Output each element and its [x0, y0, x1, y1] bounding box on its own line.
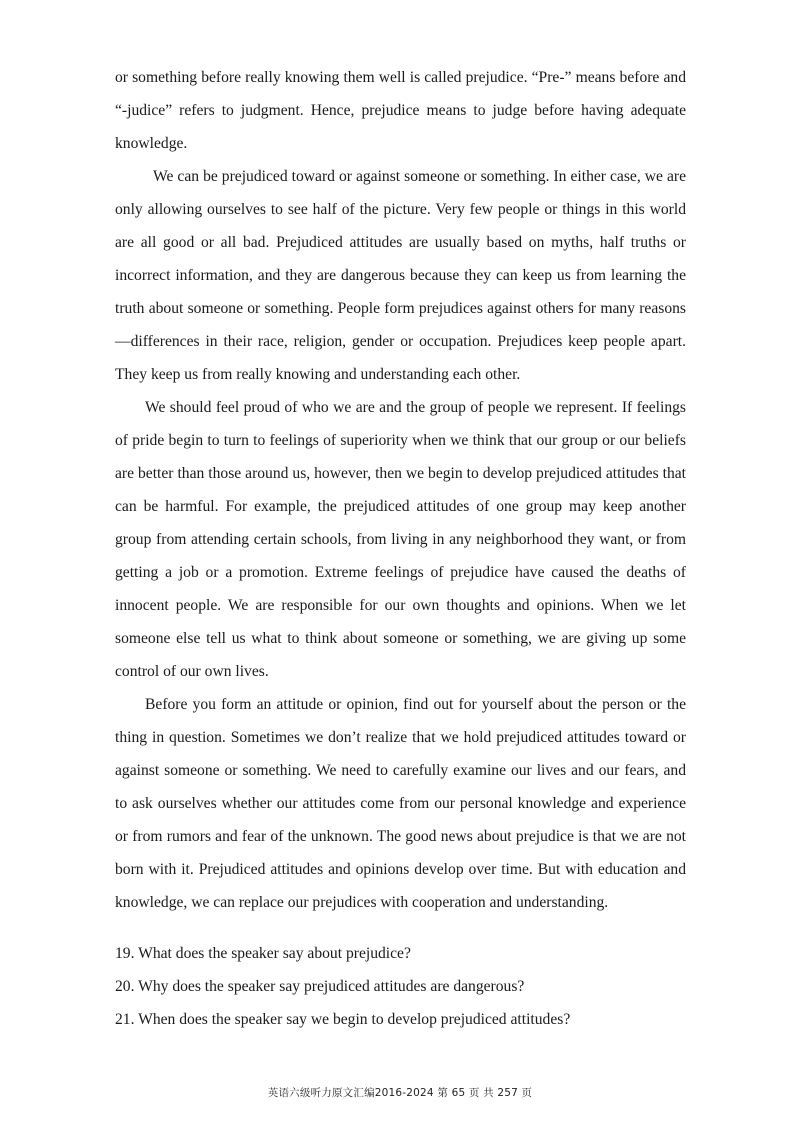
question-list [115, 937, 686, 1036]
passage-body [115, 61, 686, 919]
paragraph-continuation: or something before really knowing them well is called prejudice. “Pre-” means before and “-judice” refers to judgment. Hence, prejudice means to judge before having adequate knowledge. [115, 69, 686, 152]
question-19: 19. What does the speaker say about prejudice? [115, 945, 411, 962]
question-20: 20. Why does the speaker say prejudiced attitudes are dangerous? [115, 978, 525, 995]
question-21: 21. When does the speaker say we begin to develop prejudiced attitudes? [115, 1011, 571, 1028]
page-footer: 英语六级听力原文汇编2016-2024 第 65 页 共 257 页 [267, 1087, 533, 1099]
paragraph-prejudiced-toward-or-against: We can be prejudiced toward or against someone or something. In either case, we are only allowing ourselves to see half of the picture. Very few people or things in this world are all good or all bad. Prejudiced attitudes are usually based on myths, half truths or incorrect information, and they are dangerous because they can keep us from learning the truth about someone or something. People form prejudices against others for many reasons—differences in their race, religion, gender or occupation. Prejudices keep people apart. They keep us from really knowing and understanding each other. [115, 168, 686, 383]
paragraph-form-an-opinion: Before you form an attitude or opinion, find out for yourself about the person or the thing in question. Sometimes we don’t realize that we hold prejudiced attitudes toward or against someone or something. We need to carefully examine our lives and our fears, and to ask ourselves whether our attitudes come from our personal knowledge and experience or from rumors and fear of the unknown. The good news about prejudice is that we are not born with it. Prejudiced attitudes and opinions develop over time. But with education and knowledge, we can replace our prejudices with cooperation and understanding. [115, 696, 686, 911]
paragraph-pride-and-superiority: We should feel proud of who we are and the group of people we represent. If feelings of pride begin to turn to feelings of superiority when we think that our group or our beliefs are better than those around us, however, then we begin to develop prejudiced attitudes that can be harmful. For example, the prejudiced attitudes of one group may keep another group from attending certain schools, from living in any neighborhood they want, or from getting a job or a promotion. Extreme feelings of prejudice have caused the deaths of innocent people. We are responsible for our own thoughts and opinions. When we let someone else tell us what to think about someone or something, we are giving up some control of our own lives. [115, 399, 686, 680]
